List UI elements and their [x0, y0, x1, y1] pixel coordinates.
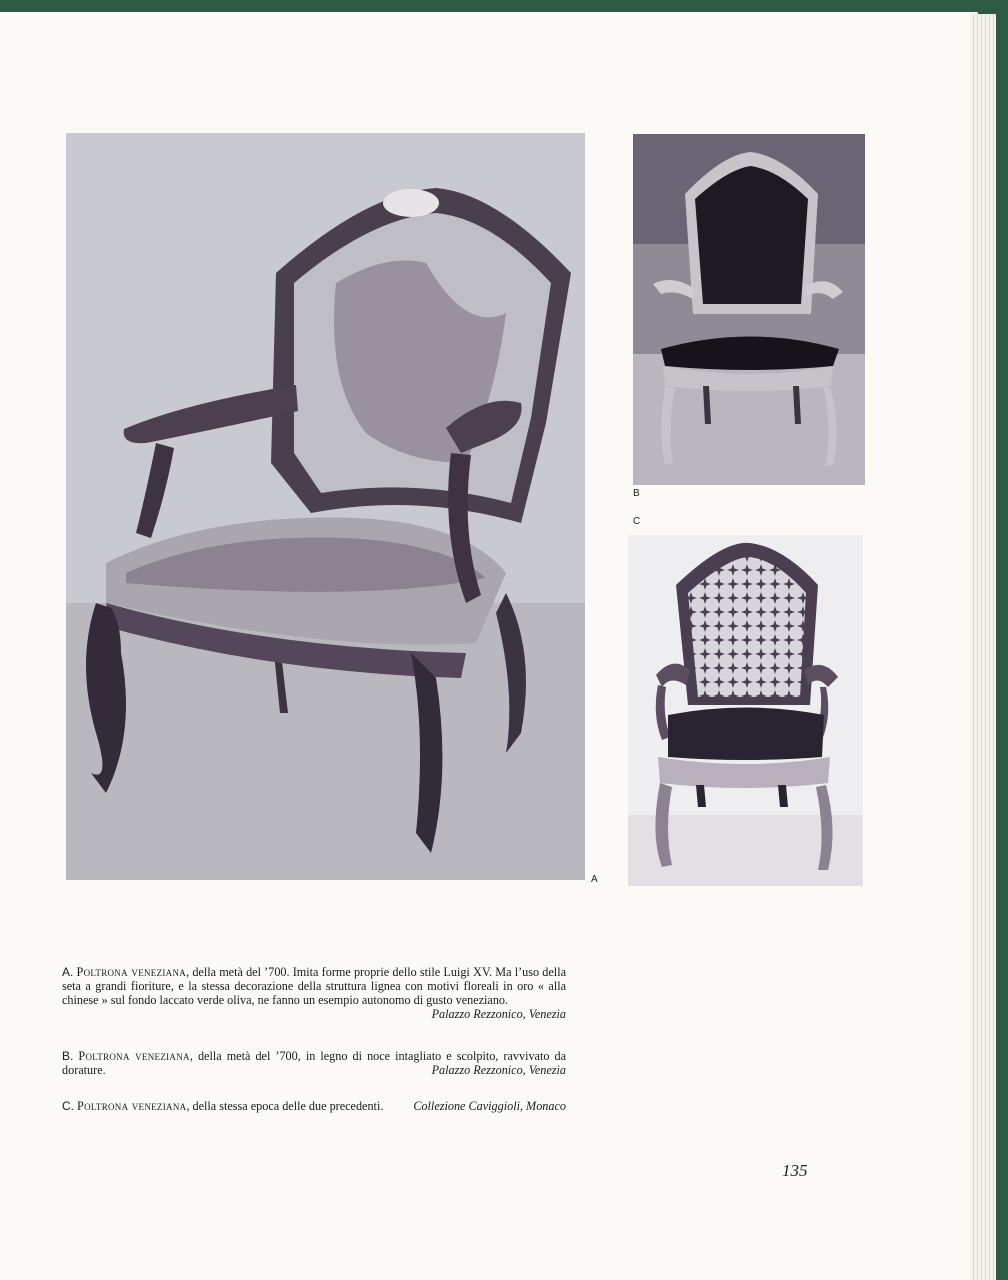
photo-armchair-b	[633, 134, 865, 485]
plate-letter-b: B	[633, 488, 641, 499]
plate-letter-a: A	[591, 874, 599, 885]
caption-a-title: Poltrona veneziana	[76, 965, 187, 979]
caption-b-text: , della metà del ’700, in legno di noce intagliato e scolpito, ravvivato da dorature.	[62, 1049, 567, 1077]
caption-c-text: , della stessa epoca delle due precedenti.	[186, 1099, 384, 1113]
caption-a-location: Palazzo Rezzonico, Venezia	[431, 1007, 566, 1021]
caption-c-letter: C.	[62, 1099, 74, 1113]
caption-c-location: Collezione Caviggioli, Monaco	[413, 1099, 566, 1113]
caption-b	[62, 1049, 566, 1077]
caption-b-location: Palazzo Rezzonico, Venezia	[431, 1063, 566, 1077]
caption-a-letter: A.	[62, 965, 74, 979]
caption-b-letter: B.	[62, 1049, 74, 1063]
page-edge	[970, 14, 996, 1280]
caption-a	[62, 965, 566, 1021]
page-number: 135	[782, 1161, 808, 1180]
caption-a-text: , della metà del ’700. Imita forme proprie dello stile Luigi XV. Ma l’uso della seta a grandi fioriture, e la stessa decorazione della struttura lignea con motivi floreali in oro « alla chinese » sul fondo laccato verde oliva, ne fanno un esempio autonomo di gusto veneziano.	[62, 965, 566, 1007]
photo-armchair-c	[628, 535, 863, 886]
caption-c-title: Poltrona veneziana	[77, 1099, 187, 1113]
plate-letter-c: C	[633, 516, 641, 527]
photo-armchair-a	[66, 133, 585, 880]
caption-c	[62, 1099, 566, 1113]
caption-b-title: Poltrona veneziana	[78, 1049, 190, 1063]
